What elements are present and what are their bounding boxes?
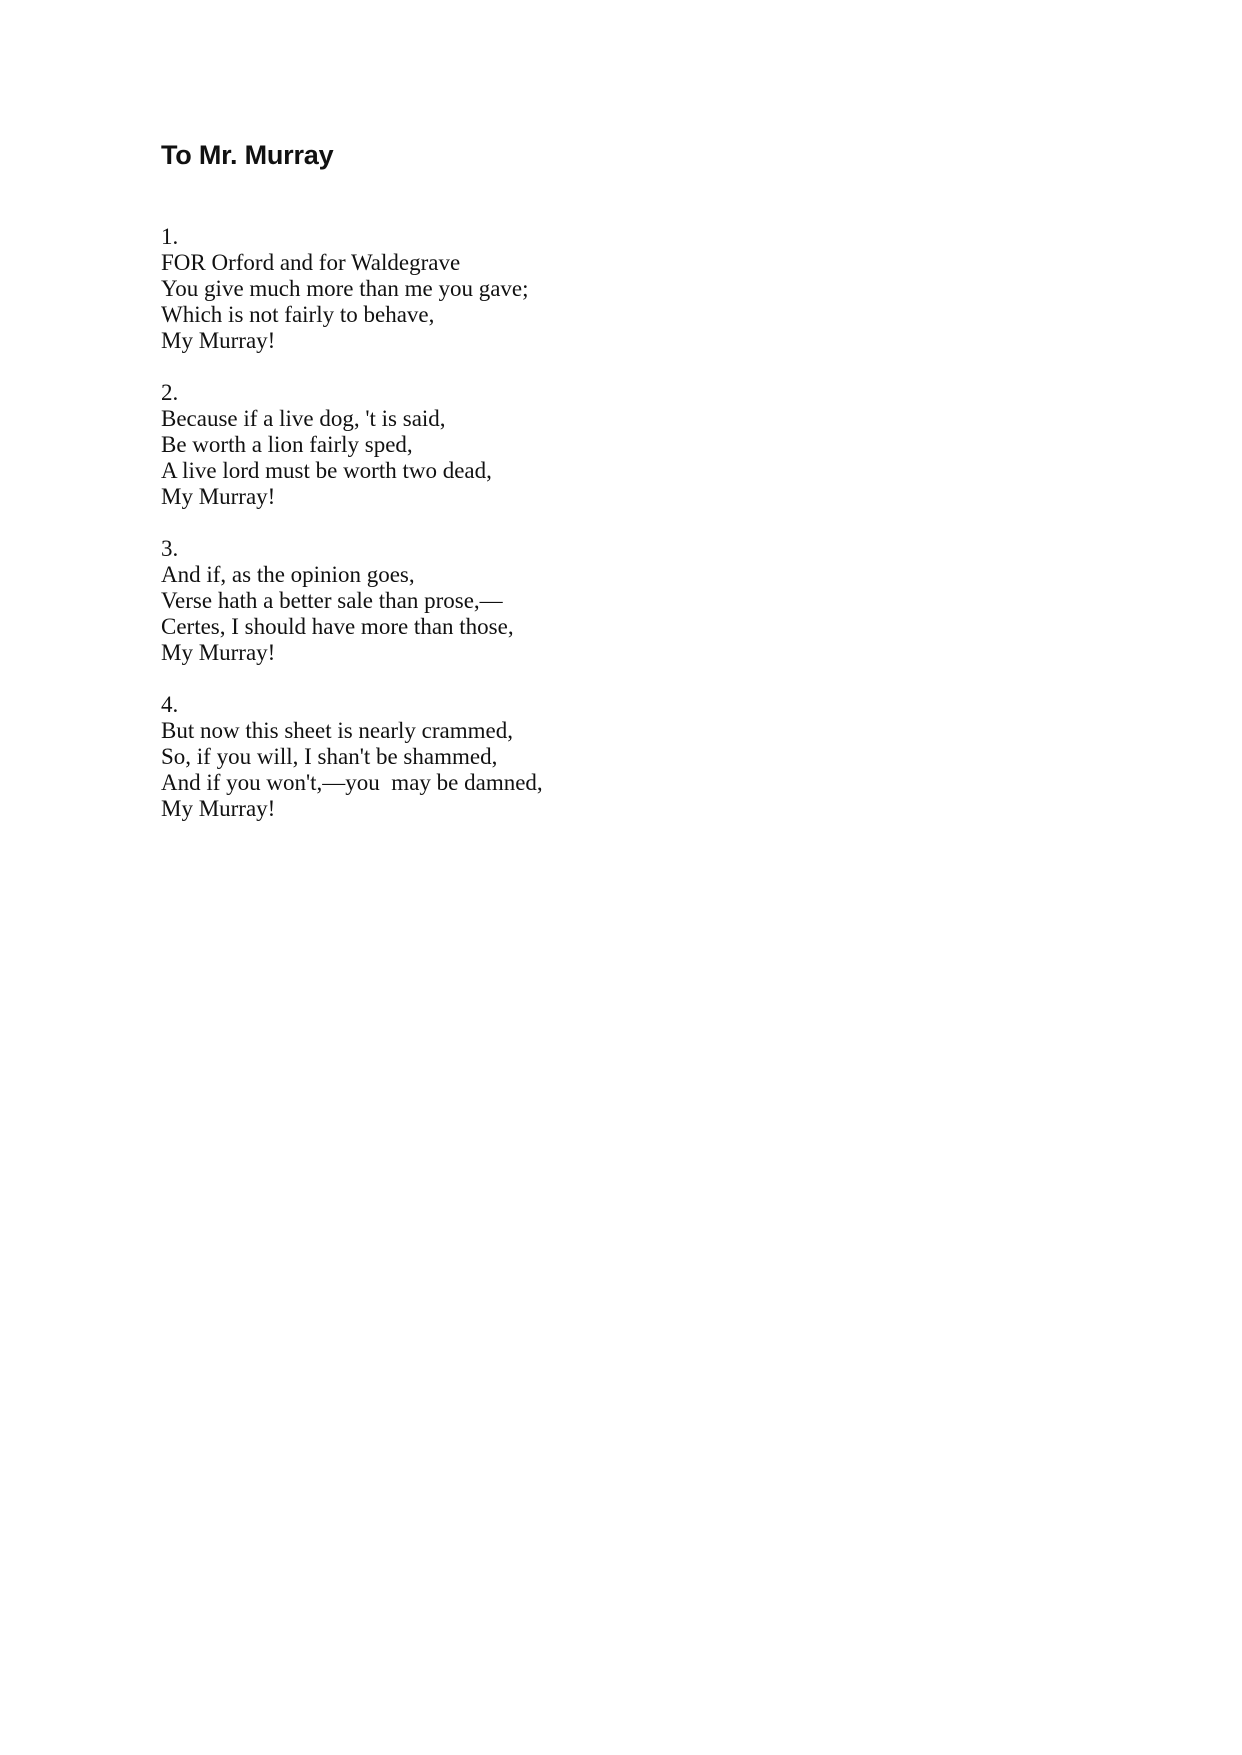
verse-line: My Murray! [161,796,276,821]
verse-line: So, if you will, I shan't be shammed, [161,744,498,769]
stanza-3 [161,536,861,666]
stanza-number: 3. [161,536,179,561]
verse-line: My Murray! [161,484,276,509]
poem-body [161,224,861,848]
poem-title: To Mr. Murray [161,140,334,170]
stanza-2 [161,380,861,510]
verse-line: Verse hath a better sale than prose,— [161,588,503,613]
verse-line: And if, as the opinion goes, [161,562,415,587]
stanza-4 [161,692,861,822]
stanza-number: 1. [161,224,179,249]
verse-line: Because if a live dog, 't is said, [161,406,446,431]
verse-line: But now this sheet is nearly crammed, [161,718,513,743]
verse-line: My Murray! [161,640,276,665]
verse-line: You give much more than me you gave; [161,276,529,301]
verse-line: FOR Orford and for Waldegrave [161,250,461,275]
verse-line: Which is not fairly to behave, [161,302,435,327]
stanza-number: 4. [161,692,179,717]
verse-line: And if you won't,—you may be damned, [161,770,543,795]
verse-line: A live lord must be worth two dead, [161,458,492,483]
stanza-1 [161,224,861,354]
verse-line: My Murray! [161,328,276,353]
stanza-number: 2. [161,380,179,405]
verse-line: Be worth a lion fairly sped, [161,432,413,457]
verse-line: Certes, I should have more than those, [161,614,514,639]
